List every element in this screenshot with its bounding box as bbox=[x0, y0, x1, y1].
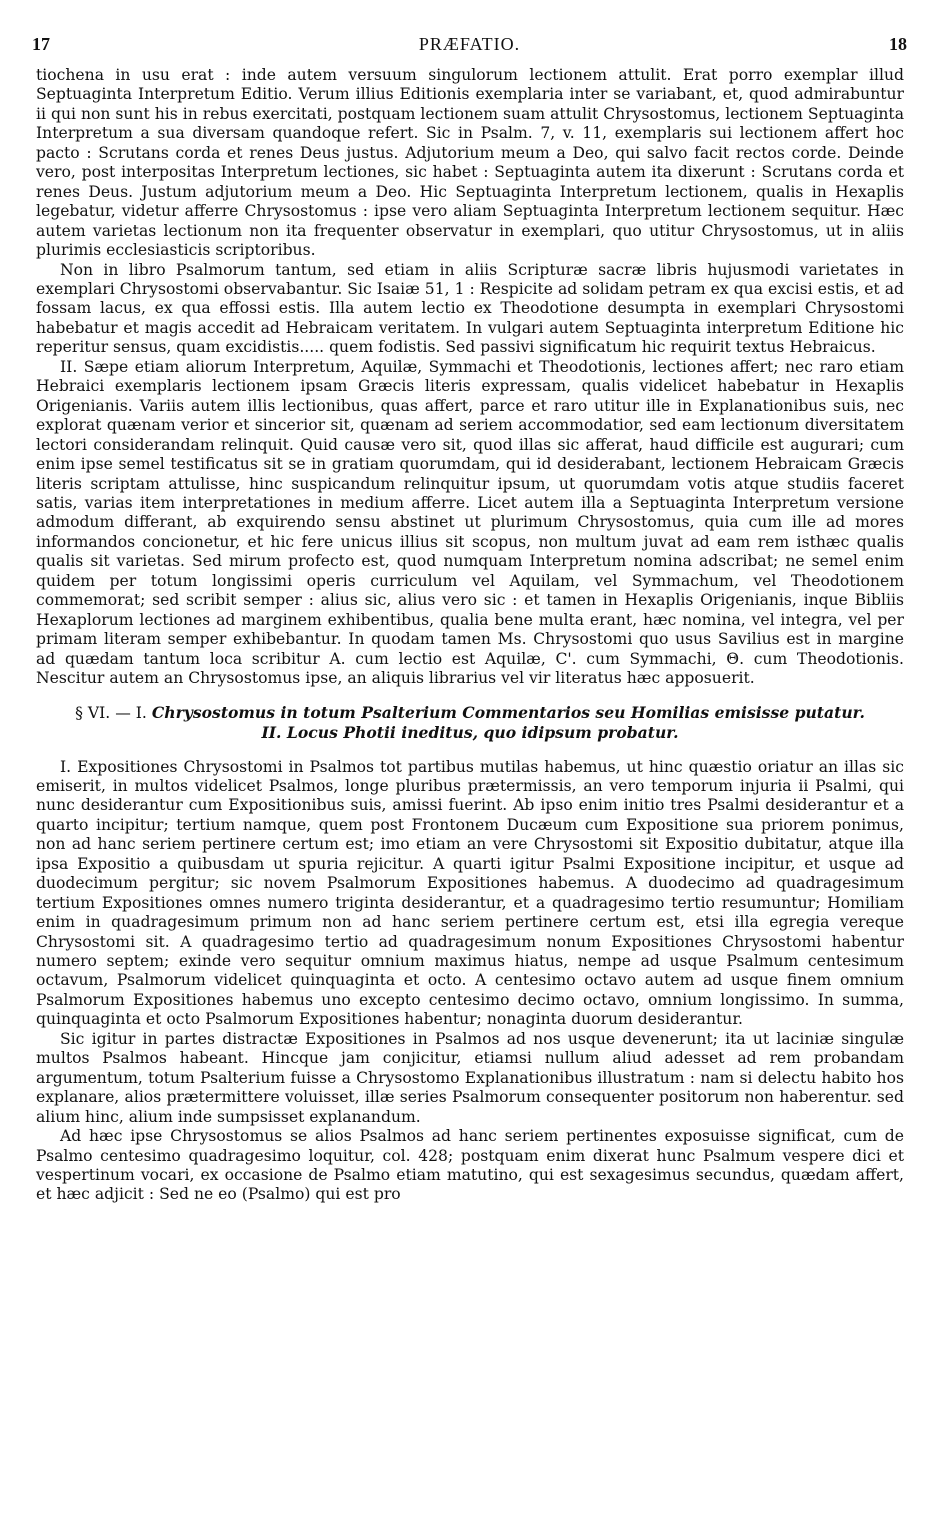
paragraph: Ad hæc ipse Chrysostomus se alios Psalmos ad hanc seriem pertinentes exposuisse significat, cum de Psalmo centesimo quadragesimo loquitur, col. 428; postquam enim dixerat hunc Psalmum vespere dici et vespertinum vocari, ex occasione de Psalmo etiam matutino, qui est sexagesimus secundus, quædam affert, et hæc adjicit : Sed ne eo (Psalmo) qui est pro bbox=[36, 1127, 904, 1204]
section-heading bbox=[36, 703, 904, 744]
paragraph: I. Expositiones Chrysostomi in Psalmos tot partibus mutilas habemus, ut hinc quæstio oriatur an illas sic emiserit, in multos videlicet Psalmos, longe pluribus prætermissis, an vero temporum injuria ii Psalmi, qui nunc desiderantur cum Expositionibus suis, amissi fuerint. Ab ipso enim initio tres Psalmi desiderantur et a quarto incipitur; tertium namque, quem post Frontonem Ducæum cum Expositione sua priorem ponimus, non ad hanc seriem pertinere certum est; imo etiam an vere Chrysostomi sit Expositio dubitatur, atque illa ipsa Expositio a quibusdam ut spuria rejicitur. A quarti igitur Psalmi Expositione incipitur, et usque ad duodecimum pergitur; sic novem Psalmorum Expositiones habemus. A duodecimo ad quadragesimum tertium Expositiones omnes numero triginta desiderantur, et a quadragesimo tertio resumuntur; Homiliam enim in quadragesimum primum non ad hanc seriem pertinere certum est, etsi illa egregia vereque Chrysostomi sit. A quadragesimo tertio ad quadragesimum nonum Expositiones Chrysostomi habentur numero septem; exinde vero sequitur omnium maximus hiatus, nempe ad usque Psalmum centesimum octavum, Psalmorum videlicet quinquaginta et octo. A centesimo octavo autem ad usque finem omnium Psalmorum Expositiones habemus uno excepto centesimo decimo octavo, omnium longissimo. In summa, quinquaginta et octo Psalmorum Expositiones habentur; nonaginta duorum desiderantur. bbox=[36, 757, 904, 1029]
paragraph: Sic igitur in partes distractæ Expositiones in Psalmos ad nos usque devenerunt; ita ut laciniæ singulæ multos Psalmos habeant. Hincque jam conjicitur, etiamsi nullum aliud adesset ad rem probandam argumentum, totum Psalterium fuisse a Chrysostomo Explanationibus illustratum : nam si delectu habito hos explanare, alios prætermittere voluisset, illæ series Psalmorum consequenter positorum non haberentur. sed alium hinc, alium inde sumpsisset explanandum. bbox=[36, 1029, 904, 1126]
paragraph: Non in libro Psalmorum tantum, sed etiam in aliis Scripturæ sacræ libris hujusmodi varietates in exemplari Chrysostomi observabantur. Sic Isaiæ 51, 1 : Respicite ad solidam petram ex qua excisi estis, et ad fossam lacus, ex qua effossi estis. Illa autem lectio ex Theodotione desumpta in exemplari Chrysostomi habebatur et magis accedit ad Hebraicam veritatem. In vulgari autem Septuaginta interpretum Editione hic reperitur sensus, quam excidistis..... quem fodistis. Sed passivi significatum hic requirit textus Hebraicus. bbox=[36, 260, 904, 357]
page-number-right: 18 bbox=[889, 34, 907, 54]
main-text bbox=[36, 66, 904, 1205]
section-title-line1: Chrysostomus in totum Psalterium Commentarios seu Homilias emisisse putatur. bbox=[151, 702, 865, 722]
section-title-line2: II. Locus Photii ineditus, quo idipsum probatur. bbox=[261, 723, 679, 742]
paragraph: II. Sæpe etiam aliorum Interpretum, Aquilæ, Symmachi et Theodotionis, lectiones affert; nec raro etiam Hebraici exemplaris lectionem ipsam Græcis literis expressam, qualis videlicet habebatur in Hexaplis Origenianis. Variis autem illis lectionibus, quas affert, parce et raro utitur ille in Explanationibus suis, nec explorat quænam verior et sincerior sit, quænam ad seriem accommodatior, sed eam lectionum diversitatem lectori considerandam relinquit. Quid causæ vero sit, quod illas sic afferat, haud difficile est augurari; cum enim ipse semel testificatus sit se in gratiam quorumdam, qui id desiderabant, lectionem Hebraicam Græcis literis scriptam attulisse, hinc suspicandum relinquitur ipsum, ut quorumdam votis atque studiis faceret satis, varias item interpretationes in medium afferre. Licet autem illa a Septuaginta Interpretum versione admodum differant, ab exquirendo sensu abstinet ut plurimum Chrysostomus, quia cum ille ad mores informandos concionetur, et hic fere unicus illius sit scopus, non multum juvat ad eam rem isthæc qualis qualis sit varietas. Sed mirum profecto est, quod numquam Interpretum nomina adscribat; ne semel enim quidem per totum longissimi operis curriculum vel Aquilam, vel Symmachum, vel Theodotionem commemorat; sed scribit semper : alius sic, alius vero sic : et tamen in Hexaplis Origenianis, inque Bibliis Hexaplorum lectiones ad marginem exhibentibus, qualia bene multa erant, hæc nomina, vel integra, vel per primam literam semper exhibebantur. In quodam tamen Ms. Chrysostomi quo usus Savilius est in margine ad quædam tantum loca scribitur A. cum lectio est Aquilæ, C'. cum Symmachi, Θ. cum Theodotionis. Nescitur autem an Chrysostomus ipse, an aliquis librarius vel vir literatus hæc apposuerit. bbox=[36, 357, 904, 688]
paragraph: tiochena in usu erat : inde autem versuum singulorum lectionem attulit. Erat porro exemplar illud Septuaginta Interpretum Editio. Verum illius Editionis exemplaria inter se variabant, et, quod admirabuntur ii qui non sunt his in rebus exercitati, postquam lectionem suam attulit Chrysostomus, lectionem Septuaginta Interpretum a sua diversam quandoque refert. Sic in Psalm. 7, v. 11, exemplaris sui lectionem affert hoc pacto : Scrutans corda et renes Deus justus. Adjutorium meum a Deo, qui salvo facit rectos corde. Deinde vero, post interpositas Interpretum lectiones, sic habet : Septuaginta autem ita dixerunt : Scrutans corda et renes Deus. Justum adjutorium meum a Deo. Hic Septuaginta Interpretum lectionem, qualis in Hexaplis legebatur, videtur afferre Chrysostomus : ipse vero aliam Septuaginta Interpretum lectionem sequitur. Hæc autem varietas lectionum non ita frequenter observatur in exemplari, quo utitur Chrysostomus, ut in aliis plurimis ecclesiasticis scriptoribus. bbox=[36, 66, 904, 260]
section-number: § VI. — I. bbox=[75, 703, 147, 722]
running-title: PRÆFATIO. bbox=[418, 34, 521, 54]
running-header bbox=[32, 34, 907, 60]
page-number-left: 17 bbox=[32, 34, 50, 54]
